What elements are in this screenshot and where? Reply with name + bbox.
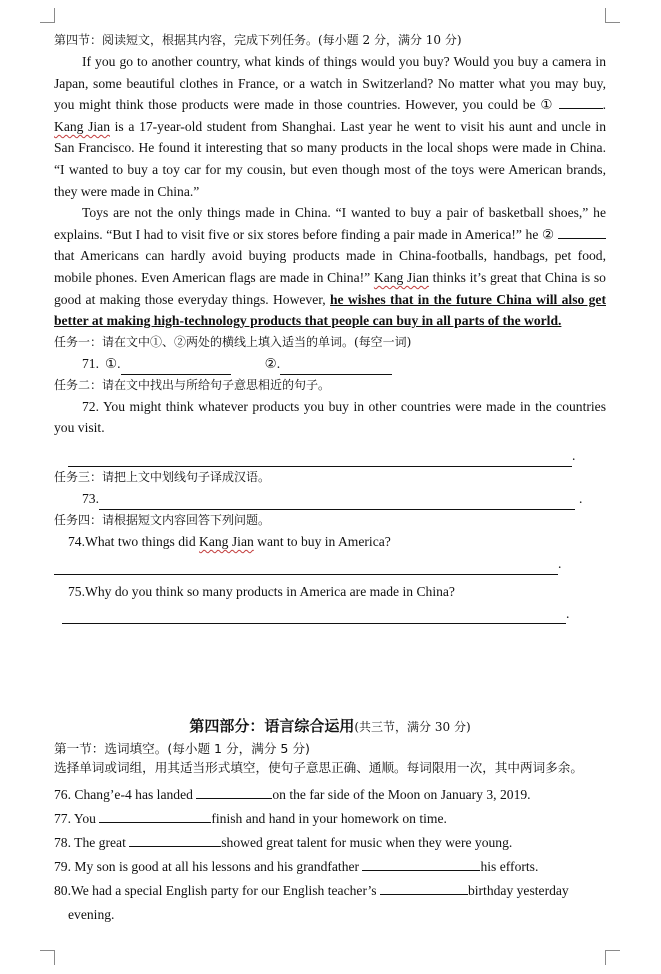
blank-marker-1: ① bbox=[540, 97, 554, 113]
answer-78-blank[interactable] bbox=[129, 833, 221, 847]
answer-80-blank[interactable] bbox=[380, 881, 468, 895]
question-74: 74.What two things did Kang Jian want to buy in America? bbox=[68, 533, 391, 549]
passage-paragraph-2: Toys are not the only things made in China. “I wanted to buy a pair of basketball shoes,” he explains. “But I had to visit five or six stores before finding a pair made in America!” he ② that Americans can hardly avoid buying products made in China-footballs, handbags, pet food, mobile phones. Even American flags are made in China!” Kang Jian thinks it’s great that China is so good at making those everyday things. However, he wishes that in the future China will also get better at making high-technology products that people can buy in all parts of the world. bbox=[54, 205, 606, 329]
question-80-continued: evening. bbox=[68, 907, 115, 923]
question-80: 80.We had a special English party for our English teacher’s birthday yesterday bbox=[54, 883, 569, 899]
task-1-instruction: 任务一：请在文中①、②两处的横线上填入适当的单词。(每空一词) bbox=[54, 334, 412, 349]
question-73: 73. . bbox=[54, 488, 606, 510]
question-78: 78. The great showed great talent for music when they were young. bbox=[54, 835, 513, 851]
part-4-section-1-header: 第一节：选词填空。(每小题 1 分，满分 5 分) bbox=[54, 741, 310, 757]
page-corner-mark-top-left bbox=[40, 8, 55, 23]
question-71-number: 71. bbox=[82, 356, 99, 372]
task-4-instruction: 任务四：请根据短文内容回答下列问题。 bbox=[54, 512, 271, 527]
document-page: 第四节：阅读短文，根据其内容，完成下列任务。(每小题 2 分，满分 10 分) If you go to another country, what kinds of things would you buy? Would you buy a camera in Japan, some beautiful clothes in France, or a watch in Switzerland? No matter what you may buy, you might think those products were made in those countries. However, you could be ① . Kang Jian is a 17-year-old student from Shanghai. Last year he went to visit his aunt and uncle in San Francisco. He found it interesting that so many products in the local shops were made in China. “I wanted to buy a toy car for my cousin, but even though most of the toys were American brands, they were made in China.” Toys are not the only things made in China. “I wanted to buy a pair of basketball shoes,” he explains. “But I had to visit five or six stores before finding a pair made in America!” he ② that Americans can hardly avoid buying products made in China-footballs, handbags, pet food, mobile phones. Even American flags are made in China!” Kang Jian thinks it’s great that China is so good at making those everyday things. However, he wishes that in the future China will also get better at making high-technology products that people can buy in all parts of the world. 任务一：请在文中①、②两处的横线上填入适当的单词。(每空一词) 71. ①. ②. 任务二：请在文中找出与所给句子意思相近的句子。 72. You might think whatever products you buy in other countries were made in the countries you visit. . 任务三：请把上文中划线句子译成汉语。 73. . 任务四：请根据短文内容回答下列问题。 74.What two things did Kang Jian want to buy in America? . 75.Why do you think so many products in America are made in China? . 第四部分：语言综合运用(共三节，满分 30 分) 第一节：选词填空。(每小题 1 分，满分 5 分) 选择单词或词组，用其适当形式填空，使句子意思正确、通顺。每词限用一次，其中两词多余。 76. Chang’e-4 has landed on the far side of the Moon on January 3, 2019. 77. You finish and hand in your homework on time. 78. The great showed great talent for music when they were young. 79. My son is good at all his lessons and his grandfather his efforts. 80.We had a special English party for our English teacher’s birthday yesterday evening. bbox=[54, 30, 606, 927]
answer-74-line[interactable] bbox=[54, 557, 558, 575]
underlined-sentence: he wishes that in the future China will also get better at making high-technology products that people can buy in all parts of the world. bbox=[54, 291, 606, 329]
fill-blank-1[interactable] bbox=[559, 95, 603, 109]
part-4-title: 第四部分：语言综合运用(共三节，满分 30 分) bbox=[189, 717, 471, 736]
answer-73-line[interactable] bbox=[99, 492, 575, 510]
question-71: 71. ①. ②. bbox=[54, 353, 606, 375]
task-2-instruction: 任务二：请在文中找出与所给句子意思相近的句子。 bbox=[54, 377, 331, 392]
answer-71-blank-2[interactable] bbox=[280, 361, 392, 375]
name-kang-jian: Kang Jian bbox=[199, 533, 254, 549]
section-header: 第四节：阅读短文，根据其内容，完成下列任务。(每小题 2 分，满分 10 分) bbox=[54, 33, 462, 47]
fill-blank-2[interactable] bbox=[558, 225, 606, 239]
question-77: 77. You finish and hand in your homework on time. bbox=[54, 811, 447, 827]
part-4-instructions: 选择单词或词组，用其适当形式填空，使句子意思正确、通顺。每词限用一次，其中两词多余。 bbox=[54, 760, 583, 776]
answer-76-blank[interactable] bbox=[196, 785, 272, 799]
blank-marker-2: ② bbox=[542, 226, 555, 242]
question-72: 72. You might think whatever products you buy in other countries were made in the countries you visit. bbox=[54, 398, 606, 436]
page-corner-mark-bottom-right bbox=[605, 950, 620, 965]
answer-75-line[interactable] bbox=[62, 606, 566, 624]
answer-77-blank[interactable] bbox=[99, 809, 211, 823]
page-corner-mark-top-right bbox=[605, 8, 620, 23]
passage-paragraph-1: If you go to another country, what kinds of things would you buy? Would you buy a camera in Japan, some beautiful clothes in France, or a watch in Switzerland? No matter what you may buy, you might think those products were made in those countries. However, you could be ① . Kang Jian is a 17-year-old student from Shanghai. Last year he went to visit his aunt and uncle in San Francisco. He found it interesting that so many products in the local shops were made in China. “I wanted to buy a toy car for my cousin, but even though most of the toys were American brands, they were made in China.” bbox=[54, 54, 607, 199]
question-75: 75.Why do you think so many products in America are made in China? bbox=[68, 583, 455, 599]
page-corner-mark-bottom-left bbox=[40, 950, 55, 965]
answer-71-blank-1[interactable] bbox=[121, 361, 231, 375]
name-kang-jian: Kang Jian bbox=[373, 269, 429, 285]
question-76: 76. Chang’e-4 has landed on the far side of the Moon on January 3, 2019. bbox=[54, 787, 531, 803]
question-79: 79. My son is good at all his lessons and his grandfather his efforts. bbox=[54, 859, 539, 875]
answer-72-line[interactable] bbox=[68, 449, 572, 467]
task-3-instruction: 任务三：请把上文中划线句子译成汉语。 bbox=[54, 469, 271, 484]
answer-79-blank[interactable] bbox=[362, 857, 480, 871]
name-kang-jian: Kang Jian bbox=[54, 118, 110, 134]
